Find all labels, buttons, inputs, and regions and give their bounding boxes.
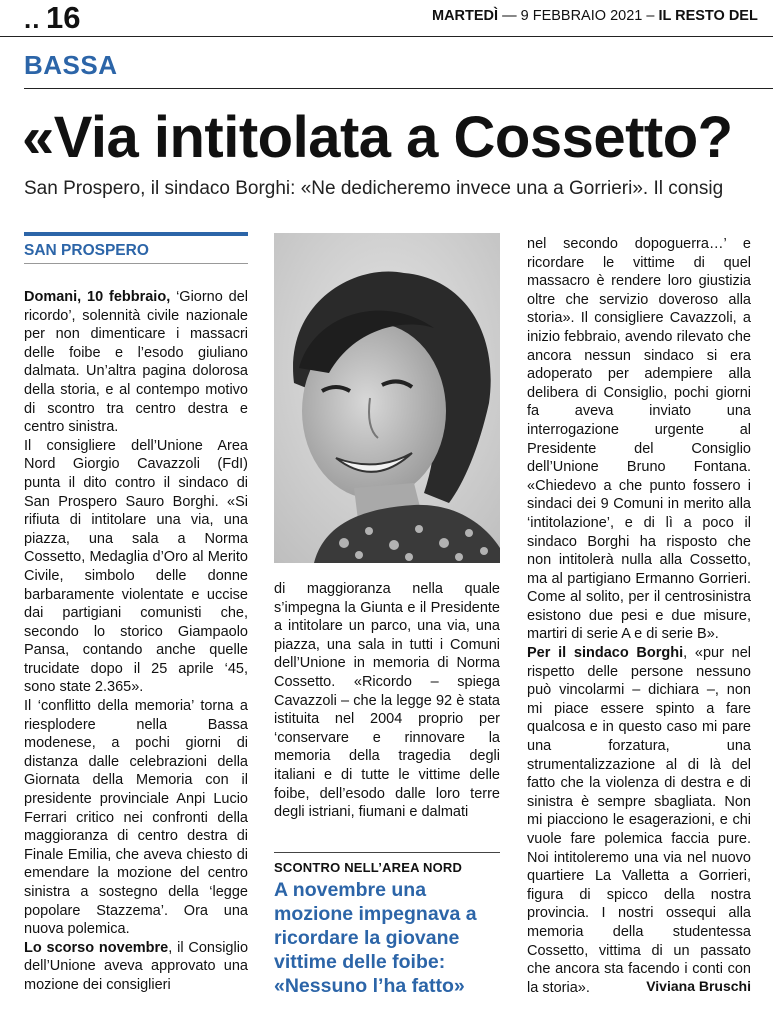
article-column-3 <box>527 235 751 997</box>
box-divider <box>274 852 500 853</box>
paragraph: Lo scorso novembre, il Consiglio dell’Unione aveva approvato una mozione dei consiglieri <box>24 939 249 993</box>
box-kicker: SCONTRO NELL’AREA NORD <box>274 860 463 875</box>
headline: «Via intitolata a Cossetto? <box>22 105 733 170</box>
lead-in: Domani, 10 febbraio, <box>24 289 171 305</box>
paragraph: Il ‘conflitto della memoria’ torna a riesplodere nella Bassa modenese, a pochi giorni di distanza dalle celebrazioni della Giornata della Memoria con il presidente provinciale Anpi Lucio Ferrari critico nei confronti della maggioranza di centro destra di Finale Emilia, che aveva chiesto di emendare la mozione del centro sinistra a sostegno della ‘legge popolare Stazzema’. Ora una nuova polemica. <box>24 698 248 938</box>
byline: Viviana Bruschi <box>646 978 751 994</box>
lead-in: Per il sindaco Borghi <box>527 645 684 662</box>
lead-in: Lo scorso novembre <box>24 939 169 956</box>
article-column-2 <box>274 580 500 822</box>
portrait-photo <box>274 233 500 563</box>
paragraph: nel secondo dopoguerra…’ e ricordare le vittime di quel massacro è rendere loro giustizia oltre che servizio doveroso alla storia». Il consigliere Cavazzoli, a inizio febbraio, avendo rilevato che ancora nessun sindaco si era adoperato per adempiere alla delibera di Consiglio, pochi giorni fa aveva inviato una interrogazione urgente al Presidente del Consiglio dell’Unione Bruno Fontana. «Chiedevo a che punto fossero i sindaci dei 9 Comuni in merito alla ‘intitolazione’, e di lì a poco il sindaco Borghi ha risposto che non intitolerà nulla alla Cossetto, ma al partigiano Ermanno Gorrieri. Come al solito, per il centrosinistra esistono due pesi e due misure, martiri di serie A e di serie B». <box>527 236 751 643</box>
paragraph: Domani, 10 febbraio, ‘Giorno del ricordo’, solennità civile nazionale per non dimenticare i massacri delle foibe e l’esodo giuliano dalmata. Un’altra pagina dolorosa della storia, e al contempo motivo di scontro tra centro destra e centro sinistra. <box>24 289 248 436</box>
section-title: BASSA <box>24 50 118 80</box>
article-column-1 <box>24 288 248 995</box>
location-kicker: SAN PROSPERO <box>24 242 149 259</box>
kicker-accent-bar <box>24 232 248 236</box>
dateline-date: — 9 FEBBRAIO 2021 – <box>502 8 655 24</box>
subheadline: San Prospero, il sindaco Borghi: «Ne dedicheremo invece una a Gorrieri». Il consig <box>24 178 724 199</box>
section-divider <box>24 88 773 89</box>
page-dots: .. <box>24 4 41 34</box>
paragraph: Il consigliere dell’Unione Area Nord Giorgio Cavazzoli (FdI) punta il dito contro il sindaco di San Prospero Sauro Borghi. «Si rifiuta di intitolare una via, una piazza, una sala a Norma Cossetto, Medaglia d’Oro al Merito Civile, simbolo delle donne barbaramente violentate e uccise dai partigiani comunisti che, secondo lo storico Giampaolo Pansa, contando anche quelle trucidate dopo il 25 aprile ‘45, sono state 2.365». <box>24 437 248 696</box>
dateline-paper: IL RESTO DEL <box>658 8 758 24</box>
portrait-image <box>274 233 500 563</box>
page-number: 16 <box>46 0 81 35</box>
dateline-day: MARTEDÌ <box>432 8 499 24</box>
kicker-divider <box>24 263 248 264</box>
paragraph: Per il sindaco Borghi, «pur nel rispetto delle persone nessuno può vincolarmi – dichiara –, non mi piace essere spinto a fare qualcosa e in questo caso mi pare una forzatura, una strumentalizzazione al di là del fatto che la violenza di destra e di sinistra è sempre sbagliata. Non mi piacciono le esagerazioni, e chi vuole fare polemica faccia pure. Noi intitoleremo una via nel nuovo quartiere La Valletta a Gorrieri, figura di spicco della nostra provincia. I nostri ossequi alla memoria della studentessa Cossetto, vittima di un passato che ancora sta facendo i conti con la storia». <box>527 645 751 996</box>
paragraph: di maggioranza nella quale s’impegna la Giunta e il Presidente a intitolare un parco, una via, una piazza, una sala in tutti i Comuni dell’Unione in memoria di Norma Cossetto. «Ricordo – spiega Cavazzoli – che la legge 92 è stata istituita nel 2004 proprio per ‘conservare e rinnovare la memoria della tragedia degli italiani e di tutte le vittime delle foibe, dell’esodo dalle loro terre degli istriani, fiumani e dalmati <box>274 581 500 821</box>
dateline <box>432 8 758 24</box>
box-title: A novembre una mozione impegnava a ricordare la giovane vittime delle foibe: «Nessuno l’ha fatto» <box>274 879 477 997</box>
